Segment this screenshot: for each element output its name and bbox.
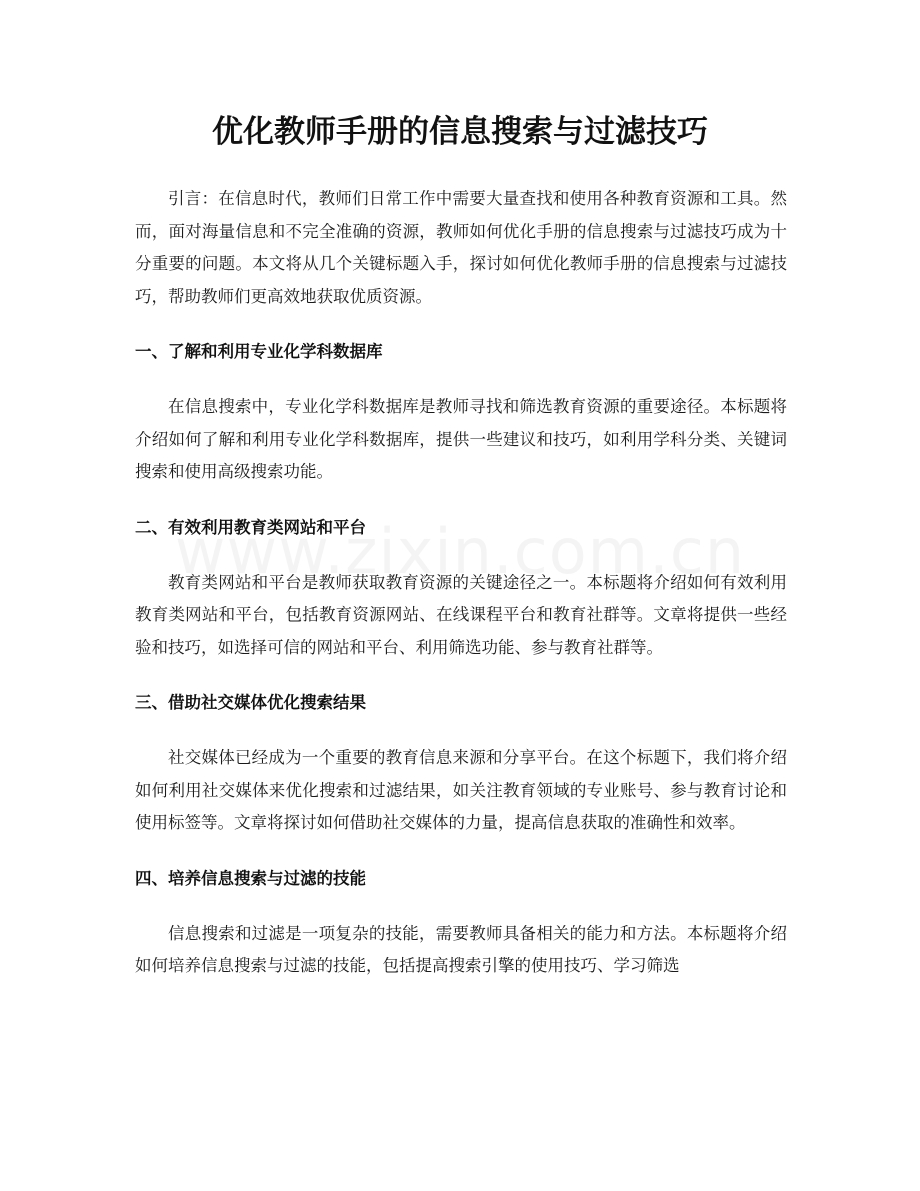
section-2-body: 教育类网站和平台是教师获取教育资源的关键途径之一。本标题将介绍如何有效利用教育类网站和平台，包括教育资源网站、在线课程平台和教育社群等。文章将提供一些经验和技巧，如选择可信的网站和平台、利用筛选功能、参与教育社群等。 — [135, 572, 787, 657]
section-3-heading: 三、借助社交媒体优化搜索结果 — [135, 693, 366, 712]
section-1-heading: 一、了解和利用专业化学科数据库 — [135, 342, 383, 361]
intro-paragraph: 引言：在信息时代，教师们日常工作中需要大量查找和使用各种教育资源和工具。然而，面对海量信息和不完全准确的资源，教师如何优化手册的信息搜索与过滤技巧成为十分重要的问题。本文将从几个关键标题入手，探讨如何优化教师手册的信息搜索与过滤技巧，帮助教师们更高效地获取优质资源。 — [135, 189, 787, 306]
section-3-body: 社交媒体已经成为一个重要的教育信息来源和分享平台。在这个标题下，我们将介绍如何利用社交媒体来优化搜索和过滤结果，如关注教育领域的专业账号、参与教育讨论和使用标签等。文章将探讨如何借助社交媒体的力量，提高信息获取的准确性和效率。 — [135, 748, 787, 832]
section-4-heading: 四、培养信息搜索与过滤的技能 — [135, 868, 366, 888]
section-4-body: 信息搜索和过滤是一项复杂的技能，需要教师具备相关的能力和方法。本标题将介绍如何培养信息搜索与过滤的技能，包括提高搜索引擎的使用技巧、学习筛选 — [135, 923, 787, 975]
document-body — [135, 183, 787, 983]
section-2-heading: 二、有效利用教育类网站和平台 — [135, 517, 366, 537]
section-1-body: 在信息搜索中，专业化学科数据库是教师寻找和筛选教育资源的重要途径。本标题将介绍如何了解和利用专业化学科数据库，提供一些建议和技巧，如利用学科分类、关键词搜索和使用高级搜索功能。 — [135, 397, 787, 481]
document-title: 优化教师手册的信息搜索与过滤技巧 — [212, 114, 708, 150]
